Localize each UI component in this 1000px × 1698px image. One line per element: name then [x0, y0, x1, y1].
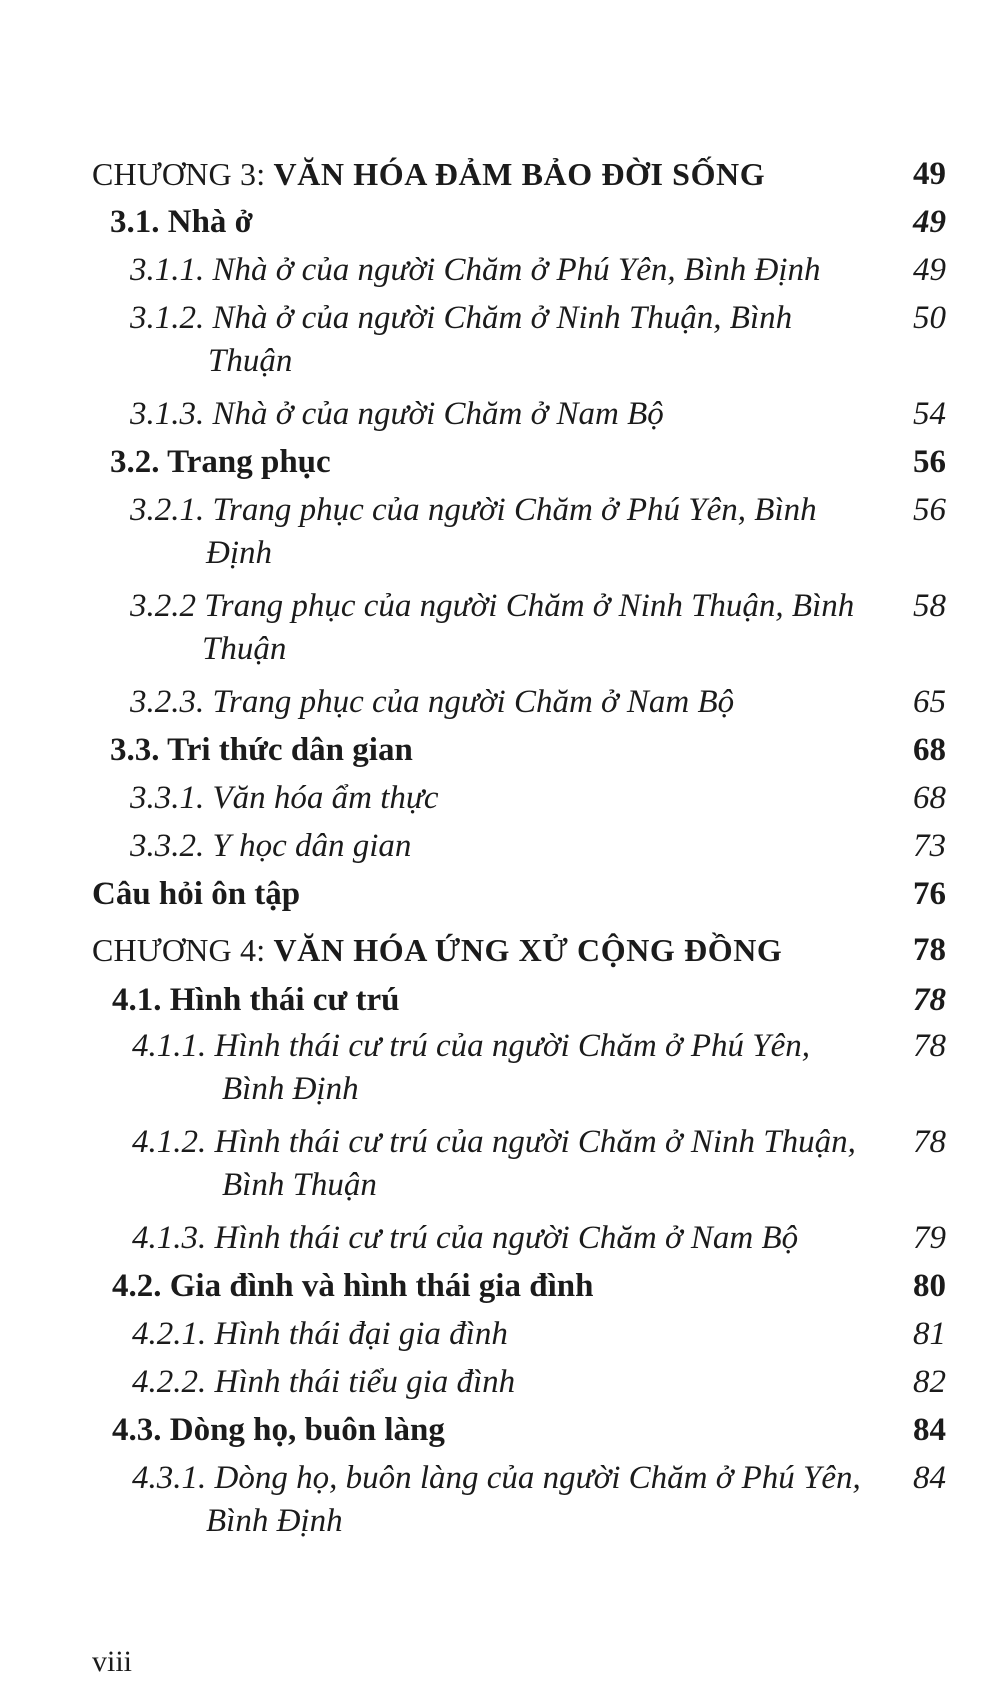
toc-page-number: 56: [913, 492, 946, 528]
toc-entry-title: 3.2.1. Trang phục của người Chăm ở Phú Yên, Bình: [130, 492, 817, 528]
toc-page-number: 49: [913, 204, 946, 240]
toc-entry-title: 3.3.2. Y học dân gian: [130, 828, 412, 864]
toc-entry-title-continuation: Thuận: [202, 631, 287, 667]
toc-entry-title: [92, 152, 765, 197]
toc-page-number: 78: [913, 1028, 946, 1064]
toc-entry-title: 3.3.1. Văn hóa ẩm thực: [130, 780, 439, 816]
toc-page-number: 80: [913, 1268, 946, 1304]
toc-page-number: 84: [913, 1412, 946, 1448]
toc-page-number: 78: [913, 1124, 946, 1160]
toc-page-number: 50: [913, 300, 946, 336]
toc-entry-title: 3.1.1. Nhà ở của người Chăm ở Phú Yên, Bình Định: [130, 252, 821, 288]
toc-entry-title: 4.2.1. Hình thái đại gia đình: [132, 1316, 508, 1352]
toc-page-number: 73: [913, 828, 946, 864]
toc-entry-title-continuation: Bình Thuận: [222, 1167, 377, 1203]
toc-page-number: 68: [913, 780, 946, 816]
toc-entry-title: Câu hỏi ôn tập: [92, 876, 301, 912]
toc-entry-title: 3.2. Trang phục: [110, 444, 331, 480]
toc-entry-title-continuation: Bình Định: [206, 1503, 343, 1539]
toc-page-number: 76: [913, 876, 946, 912]
toc-page-number: 58: [913, 588, 946, 624]
toc-entry-title: 3.1. Nhà ở: [110, 204, 253, 240]
toc-page-number: 78: [913, 932, 946, 968]
toc-page-number: 82: [913, 1364, 946, 1400]
toc-entry-title: [92, 928, 782, 973]
toc-page-number: 56: [913, 444, 946, 480]
toc-page-number: 49: [913, 252, 946, 288]
chapter-prefix: CHƯƠNG 3:: [92, 156, 274, 192]
toc-page-number: 78: [913, 982, 946, 1018]
toc-entry-title-continuation: Định: [206, 535, 272, 571]
toc-entry-title: 4.3.1. Dòng họ, buôn làng của người Chăm ở Phú Yên,: [132, 1460, 861, 1496]
toc-entry-title: 3.2.2 Trang phục của người Chăm ở Ninh Thuận, Bình: [130, 588, 855, 624]
toc-entry-title: 4.3. Dòng họ, buôn làng: [112, 1412, 445, 1448]
toc-entry-title: 4.1.1. Hình thái cư trú của người Chăm ở Phú Yên,: [132, 1028, 811, 1064]
toc-entry-title: 4.1.3. Hình thái cư trú của người Chăm ở Nam Bộ: [132, 1220, 799, 1256]
toc-entry-title-continuation: Bình Định: [222, 1071, 359, 1107]
chapter-prefix: CHƯƠNG 4:: [92, 932, 274, 968]
chapter-name: VĂN HÓA ĐẢM BẢO ĐỜI SỐNG: [273, 156, 766, 192]
toc-page-number: 84: [913, 1460, 946, 1496]
toc-page-number: 65: [913, 684, 946, 720]
toc-page-number: 81: [913, 1316, 946, 1352]
toc-page-number: 49: [913, 156, 946, 192]
toc-entry-title: 4.1. Hình thái cư trú: [112, 982, 400, 1018]
page-folio: viii: [92, 1645, 133, 1678]
toc-page-number: 68: [913, 732, 946, 768]
toc-entry-title: 4.2.2. Hình thái tiểu gia đình: [132, 1364, 516, 1400]
toc-page-number: 79: [913, 1220, 946, 1256]
toc-entry-title: 3.1.2. Nhà ở của người Chăm ở Ninh Thuận, Bình: [130, 300, 793, 336]
chapter-name: VĂN HÓA ỨNG XỬ CỘNG ĐỒNG: [273, 932, 783, 968]
toc-entry-title: 3.1.3. Nhà ở của người Chăm ở Nam Bộ: [130, 396, 664, 432]
toc-entry-title: 3.2.3. Trang phục của người Chăm ở Nam Bộ: [130, 684, 735, 720]
toc-entry-title: 4.1.2. Hình thái cư trú của người Chăm ở Ninh Thuận,: [132, 1124, 856, 1160]
toc-page-number: 54: [913, 396, 946, 432]
toc-entry-title: 3.3. Tri thức dân gian: [110, 732, 413, 768]
toc-entry-title: 4.2. Gia đình và hình thái gia đình: [112, 1268, 594, 1304]
toc-entry-title-continuation: Thuận: [208, 343, 293, 379]
